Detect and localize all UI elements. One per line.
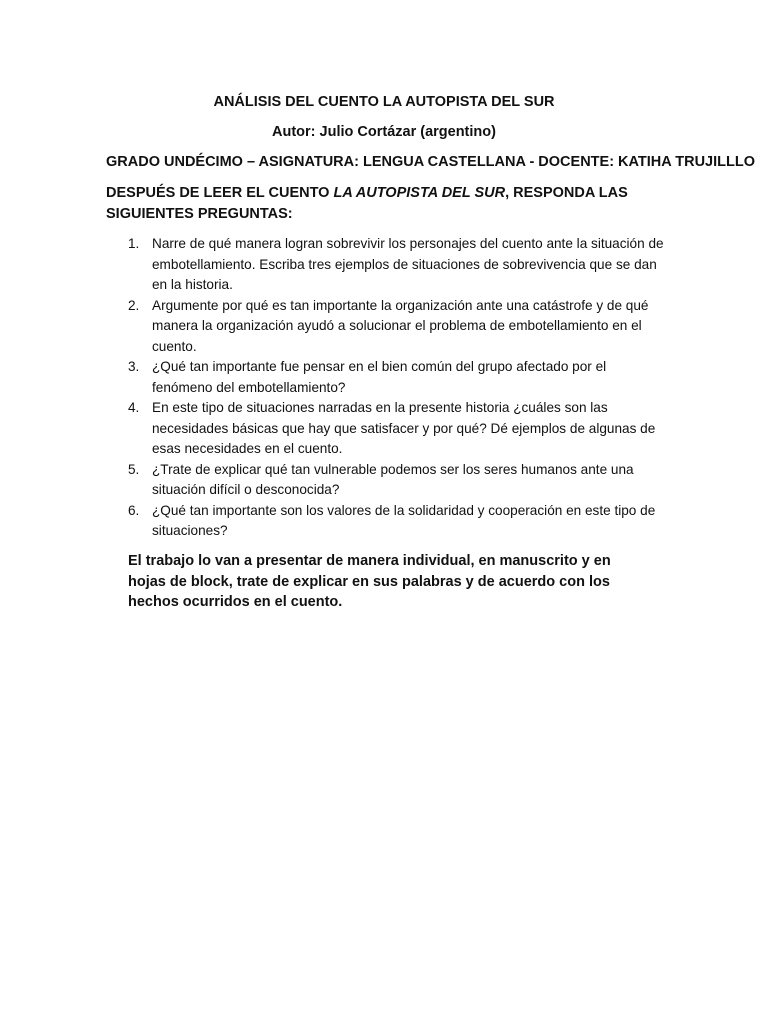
grade-subject-teacher-line: GRADO UNDÉCIMO – ASIGNATURA: LENGUA CASTELLANA - DOCENTE: KATIHA TRUJILLLO (106, 154, 755, 170)
question-number: 2. (128, 297, 140, 313)
reading-instruction (106, 183, 666, 225)
question-item (106, 501, 666, 542)
question-item (106, 357, 666, 398)
instruction-suffix: , RESPONDA LAS SIGUIENTES PREGUNTAS: (106, 185, 628, 222)
question-number: 3. (128, 359, 140, 374)
question-text: Argumente por qué es tan importante la organización ante una catástrofe y de qué manera la organización ayudó a solucionar el problema de embotellamiento en el cuento. (152, 297, 649, 354)
question-text: ¿Trate de explicar qué tan vulnerable podemos ser los seres humanos ante una situación difícil o desconocida? (152, 461, 634, 497)
instruction-prefix: DESPUÉS DE LEER EL CUENTO (106, 185, 334, 201)
question-item (106, 460, 666, 501)
story-title: LA AUTOPISTA DEL SUR (333, 185, 506, 201)
question-text: En este tipo de situaciones narradas en la presente historia ¿cuáles son las necesidades básicas que hay que satisfacer y por qué? Dé ejemplos de algunas de esas necesidades en el cuento. (152, 400, 656, 456)
question-item (106, 234, 666, 296)
question-number: 1. (128, 236, 140, 251)
question-number: 6. (128, 502, 140, 518)
question-number: 4. (128, 400, 140, 415)
question-number: 5. (128, 461, 140, 477)
document-title: ANÁLISIS DEL CUENTO LA AUTOPISTA DEL SUR (213, 94, 555, 110)
question-list (106, 234, 666, 542)
question-text: Narre de qué manera logran sobrevivir los personajes del cuento ante la situación de embotellamiento. Escriba tres ejemplos de situaciones de sobrevivencia que se dan en la historia. (152, 236, 664, 292)
question-text: ¿Qué tan importante son los valores de la solidaridad y cooperación en este tipo de situaciones? (152, 502, 656, 538)
question-text: ¿Qué tan importante fue pensar en el bien común del grupo afectado por el fenómeno del embotellamiento? (152, 359, 607, 395)
question-item (106, 398, 666, 460)
author-line: Autor: Julio Cortázar (argentino) (272, 124, 496, 140)
submission-instructions: El trabajo lo van a presentar de manera individual, en manuscrito y en hojas de block, trate de explicar en sus palabras y de acuerdo con los hechos ocurridos en el cuento. (128, 553, 611, 610)
question-item (106, 296, 666, 358)
